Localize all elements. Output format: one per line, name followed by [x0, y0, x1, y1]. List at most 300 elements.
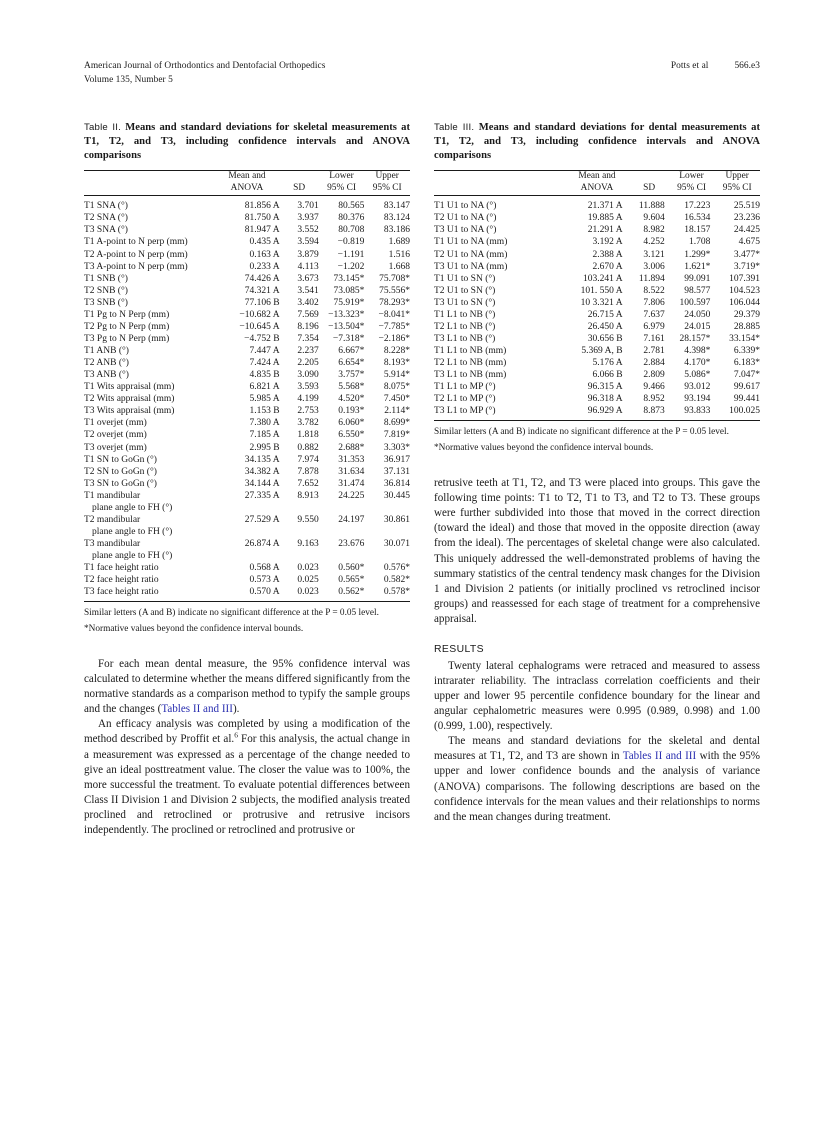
row-label: T1 L1 to NB (°) [434, 309, 496, 320]
row-sd: 2.884 [643, 358, 665, 369]
row-sd: 6.979 [643, 321, 665, 332]
row-sd: 7.354 [297, 333, 319, 344]
row-lower-ci: 0.562* [338, 587, 365, 598]
row-lower-ci: 24.197 [338, 514, 365, 525]
row-sd: 7.569 [297, 309, 319, 320]
row-label: T2 U1 to SN (°) [434, 285, 496, 296]
row-label: T2 Wits appraisal (mm) [84, 394, 175, 405]
row-upper-ci: 24.425 [733, 225, 760, 236]
row-upper-ci: 29.379 [733, 309, 760, 320]
row-upper-ci: 0.576* [383, 563, 410, 574]
table-row [84, 454, 410, 466]
row-mean-anova: 6.821 A [249, 382, 280, 393]
row-mean-anova: 26.715 A [587, 309, 623, 320]
row-lower-ci: 1.621* [684, 261, 711, 272]
table-row [434, 236, 760, 248]
empty-cell [280, 502, 319, 514]
row-sd: 0.023 [297, 563, 319, 574]
row-label: T1 ANB (°) [84, 346, 129, 357]
table-row [84, 236, 410, 248]
table-row [84, 297, 410, 309]
row-mean-anova: 81.750 A [244, 213, 280, 224]
table-row [84, 285, 410, 297]
empty-cell [364, 502, 410, 514]
row-upper-ci: 8.193* [383, 358, 410, 369]
row-upper-ci: 36.917 [383, 454, 410, 465]
table3-number: Table III. [434, 122, 475, 134]
row-upper-ci: 7.047* [733, 370, 760, 381]
row-label: T3 U1 to SN (°) [434, 297, 496, 308]
row-mean-anova: 81.947 A [244, 225, 280, 236]
table-row [434, 393, 760, 405]
row-sd: 9.550 [297, 514, 319, 525]
table3-footnote-letters: Similar letters (A and B) indicate no significant difference at the P = 0.05 level. [434, 427, 729, 438]
row-lower-ci: 6.654* [338, 358, 365, 369]
table-row [84, 574, 410, 586]
row-lower-ci: 28.157* [679, 333, 711, 344]
table-row [84, 417, 410, 429]
row-mean-anova: 96.318 A [587, 394, 623, 405]
table3-col-upper: Upper 95% CI [714, 171, 760, 195]
row-upper-ci: 8.228* [383, 346, 410, 357]
table-row [84, 442, 410, 454]
table2-footnotes [84, 601, 410, 635]
row-label: T1 SNA (°) [84, 195, 214, 212]
table3-head [434, 171, 760, 195]
row-mean-anova: 5.985 A [249, 394, 280, 405]
table-row [84, 333, 410, 345]
table-row [434, 345, 760, 357]
table-row [434, 381, 760, 393]
empty-cell [319, 502, 365, 514]
table-row [84, 490, 410, 502]
row-mean-anova: 96.929 A [587, 406, 623, 417]
row-upper-ci: 6.183* [733, 358, 760, 369]
table-row [84, 562, 410, 574]
row-mean-anova: −10.682 A [239, 309, 280, 320]
row-sd: 11.894 [638, 273, 665, 284]
table-row [84, 586, 410, 598]
row-upper-ci: 78.293* [379, 297, 410, 308]
row-sd: 3.594 [297, 237, 319, 248]
row-mean-anova: 7.424 A [249, 358, 280, 369]
row-sd: 7.878 [297, 466, 319, 477]
row-label: T2 L1 to NB (mm) [434, 358, 507, 369]
row-mean-anova: 96.315 A [587, 382, 623, 393]
table2-caption [84, 121, 410, 163]
row-lower-ci: 17.223 [669, 195, 715, 212]
row-sd: 8.196 [297, 321, 319, 332]
empty-cell [364, 550, 410, 562]
results-heading: RESULTS [434, 643, 484, 655]
empty-cell [364, 526, 410, 538]
row-sd: 3.937 [297, 213, 319, 224]
table-row [434, 212, 760, 224]
row-lower-ci: 0.193* [338, 406, 365, 417]
row-label: T1 face height ratio [84, 563, 159, 574]
row-label: T2 U1 to NA (°) [434, 213, 497, 224]
row-mean-anova: 21.291 A [587, 225, 623, 236]
row-mean-anova: 7.447 A [249, 346, 280, 357]
table2-footnote-letters: Similar letters (A and B) indicate no significant difference at the P = 0.05 level. [84, 608, 379, 619]
table-row [434, 224, 760, 236]
row-lower-ci: −7.318* [332, 333, 365, 344]
left-column [84, 121, 410, 838]
table-row [84, 195, 410, 212]
row-sd: 3.673 [297, 273, 319, 284]
row-sd: 4.252 [643, 237, 665, 248]
row-lower-ci: 93.012 [684, 382, 711, 393]
row-label: T2 SN to GoGn (°) [84, 466, 157, 477]
row-label: T1 U1 to NA (mm) [434, 237, 508, 248]
row-mean-anova: 0.163 A [249, 249, 280, 260]
row-mean-anova: 0.233 A [249, 261, 280, 272]
right-para-3: The means and standard deviations for the skeletal and dental measures at T1, T2, and T3 are shown in Tables II and III with the 95% upper and lower confidence bounds and the analysis of variance (ANOVA) comparisons. The following descriptions are based on the confidence intervals for the mean values and their relationships to norms and the mean changes during treatment. [434, 735, 760, 823]
row-upper-ci: 3.719* [733, 261, 760, 272]
table-row [84, 514, 410, 526]
row-mean-anova: 74.426 A [244, 273, 280, 284]
row-lower-ci: 75.919* [333, 297, 365, 308]
row-mean-anova: 21.371 A [564, 195, 629, 212]
row-sd: 7.637 [643, 309, 665, 320]
row-sd: 3.006 [643, 261, 665, 272]
table-row [434, 195, 760, 212]
row-label: T2 SNB (°) [84, 285, 128, 296]
row-sd: 3.593 [297, 382, 319, 393]
row-sd: 0.882 [297, 442, 319, 453]
row-lower-ci: 2.688* [338, 442, 365, 453]
row-upper-ci: 83.186 [383, 225, 410, 236]
table-row [84, 393, 410, 405]
journal-title: American Journal of Orthodontics and Dentofacial Orthopedics [84, 61, 326, 71]
tables-ii-iii-link-1[interactable]: Tables II and III [161, 703, 233, 716]
row-lower-ci: 80.708 [338, 225, 365, 236]
row-mean-anova: 3.192 A [592, 237, 623, 248]
row-lower-ci: 6.550* [338, 430, 365, 441]
row-mean-anova: 27.529 A [244, 514, 280, 525]
row-upper-ci: 107.391 [729, 273, 760, 284]
running-head-journal [84, 60, 325, 87]
table-row [84, 345, 410, 357]
row-lower-ci: 73.085* [333, 285, 365, 296]
table-row [84, 261, 410, 273]
table3-caption [434, 121, 760, 163]
row-label: T3 U1 to NA (°) [434, 225, 497, 236]
row-lower-ci: 16.534 [684, 213, 711, 224]
row-upper-ci: 6.339* [733, 346, 760, 357]
row-mean-anova: 7.185 A [249, 430, 280, 441]
row-label: T1 U1 to SN (°) [434, 273, 496, 284]
table3-col-label [434, 171, 564, 195]
row-lower-ci: 24.015 [684, 321, 711, 332]
row-mean-anova: 1.153 B [249, 406, 280, 417]
table2-col-mean: Mean and ANOVA [214, 171, 279, 195]
journal-volume: Volume 135, Number 5 [84, 74, 173, 85]
row-sd: 0.023 [297, 587, 319, 598]
table-row [434, 273, 760, 285]
table-row [84, 381, 410, 393]
table-row [84, 369, 410, 381]
table-row [84, 273, 410, 285]
row-upper-ci: 30.861 [383, 514, 410, 525]
row-mean-anova: 7.380 A [249, 418, 280, 429]
row-sd: 0.025 [297, 575, 319, 586]
row-sd: 8.522 [643, 285, 665, 296]
row-label: T3 face height ratio [84, 587, 159, 598]
row-sd: 1.818 [297, 430, 319, 441]
running-head-authors-page [671, 60, 760, 74]
row-mean-anova: 26.450 A [587, 321, 623, 332]
table2-col-sd: SD [280, 171, 319, 195]
row-lower-ci: 24.225 [338, 490, 365, 501]
row-upper-ci: 36.814 [383, 478, 410, 489]
row-label: T3 L1 to MP (°) [434, 406, 496, 417]
row-lower-ci: 1.299* [684, 249, 711, 260]
row-label: T2 SNA (°) [84, 213, 128, 224]
row-upper-ci: 5.914* [383, 370, 410, 381]
row-mean-anova: 34.135 A [244, 454, 280, 465]
row-upper-ci: 23.236 [733, 213, 760, 224]
row-mean-anova: 0.568 A [249, 563, 280, 574]
empty-cell [214, 502, 279, 514]
row-upper-ci: 99.441 [733, 394, 760, 405]
row-lower-ci: 0.565* [338, 575, 365, 586]
row-mean-anova: −10.645 A [239, 321, 280, 332]
row-upper-ci: 7.819* [383, 430, 410, 441]
row-upper-ci: 4.675 [738, 237, 760, 248]
row-lower-ci: 31.474 [338, 478, 365, 489]
row-mean-anova: 4.835 B [249, 370, 280, 381]
table2-header-row [84, 171, 410, 195]
row-mean-anova: 0.573 A [249, 575, 280, 586]
row-upper-ci: 100.025 [729, 406, 760, 417]
row-sd: 3.552 [297, 225, 319, 236]
row-lower-ci: 6.060* [338, 418, 365, 429]
row-sd: 8.873 [643, 406, 665, 417]
empty-cell [214, 550, 279, 562]
table2-number: Table II. [84, 122, 121, 134]
row-label: T2 Pg to N Perp (mm) [84, 321, 170, 332]
row-upper-ci: 1.516 [388, 249, 410, 260]
row-sd: 2.753 [297, 406, 319, 417]
row-sd: 11.888 [630, 195, 669, 212]
row-upper-ci: 0.582* [383, 575, 410, 586]
row-label: T3 U1 to NA (mm) [434, 261, 508, 272]
row-upper-ci: −8.041* [378, 309, 410, 320]
row-label: T2 L1 to MP (°) [434, 394, 496, 405]
row-label: T2 mandibular [84, 514, 141, 525]
row-label: T1 Pg to N Perp (mm) [84, 309, 170, 320]
table-row [84, 478, 410, 490]
table2-body [84, 195, 410, 598]
table2-head [84, 171, 410, 195]
row-label: T2 A-point to N perp (mm) [84, 249, 188, 260]
running-head [84, 60, 760, 87]
row-mean-anova: 34.382 A [244, 466, 280, 477]
row-lower-ci: 6.667* [338, 346, 365, 357]
page-number: 566.e3 [734, 61, 760, 71]
table-row [434, 261, 760, 273]
row-mean-anova: 27.335 A [244, 490, 280, 501]
row-sd: 8.952 [643, 394, 665, 405]
row-upper-ci: 30.071 [383, 539, 410, 550]
row-sd: 7.161 [643, 333, 665, 344]
table-row [84, 309, 410, 321]
row-label: T2 L1 to NB (°) [434, 321, 496, 332]
tables-ii-iii-link-2[interactable]: Tables II and III [622, 750, 697, 763]
row-label: T3 L1 to NB (°) [434, 333, 496, 344]
row-lower-ci: 3.757* [338, 370, 365, 381]
table3-footnotes [434, 420, 760, 454]
row-sd: 2.781 [643, 346, 665, 357]
table3-col-sd: SD [630, 171, 669, 195]
empty-cell [214, 526, 279, 538]
row-mean-anova: 10 3.321 A [580, 297, 623, 308]
row-label: T1 U1 to NA (°) [434, 195, 564, 212]
row-upper-ci: 7.450* [383, 394, 410, 405]
row-mean-anova: 2.388 A [592, 249, 623, 260]
row-lower-ci: 18.157 [684, 225, 711, 236]
table-row-continuation [84, 502, 410, 514]
row-sd: 2.237 [297, 346, 319, 357]
row-lower-ci: 0.560* [338, 563, 365, 574]
row-sd: 4.113 [297, 261, 319, 272]
row-lower-ci: 24.050 [684, 309, 711, 320]
table3-body [434, 195, 760, 417]
row-label: T2 U1 to NA (mm) [434, 249, 508, 260]
row-lower-ci: 4.170* [684, 358, 711, 369]
row-mean-anova: 77.106 B [244, 297, 280, 308]
table2-caption-text: Means and standard deviations for skeletal measurements at T1, T2, and T3, including confidence intervals and ANOVA comparisons [84, 122, 410, 162]
empty-cell [319, 550, 365, 562]
row-sd: 3.402 [297, 297, 319, 308]
row-lower-ci: 5.086* [684, 370, 711, 381]
row-mean-anova: 5.369 A, B [581, 346, 623, 357]
table-row [84, 405, 410, 417]
table2-col-lower: Lower 95% CI [319, 171, 365, 195]
row-label: T1 Wits appraisal (mm) [84, 382, 175, 393]
row-lower-ci: 31.353 [338, 454, 365, 465]
row-upper-ci: 1.668 [388, 261, 410, 272]
row-upper-ci: 8.075* [383, 382, 410, 393]
row-upper-ci: 0.578* [383, 587, 410, 598]
row-lower-ci: 4.398* [684, 346, 711, 357]
row-lower-ci: −1.202 [337, 261, 365, 272]
row-sd: 9.466 [643, 382, 665, 393]
table-row [434, 369, 760, 381]
table-row [84, 224, 410, 236]
row-sd: 3.121 [643, 249, 665, 260]
table2-footnote-asterisk: *Normative values beyond the confidence interval bounds. [84, 623, 304, 634]
table-row [84, 212, 410, 224]
row-lower-ci: 1.708 [688, 237, 711, 248]
row-label: T2 overjet (mm) [84, 430, 147, 441]
row-upper-ci: −2.186* [378, 333, 410, 344]
row-label: T2 ANB (°) [84, 358, 129, 369]
row-upper-ci: 8.699* [383, 418, 410, 429]
table3-col-lower: Lower 95% CI [669, 171, 715, 195]
table2-col-label [84, 171, 214, 195]
row-mean-anova: 0.435 A [249, 237, 280, 248]
row-upper-ci: 106.044 [729, 297, 760, 308]
row-lower-ci: 98.577 [684, 285, 711, 296]
row-label: T1 L1 to MP (°) [434, 382, 496, 393]
table-row [84, 321, 410, 333]
row-label: T1 mandibular [84, 490, 141, 501]
left-para-1: For each mean dental measure, the 95% confidence interval was calculated to determine whether the means differed significantly from the normative standards as a comparison method to typify the sample groups and the changes (Tables II and III). [84, 658, 411, 716]
row-lower-ci: 93.833 [684, 406, 711, 417]
table3-col-mean: Mean and ANOVA [564, 171, 629, 195]
row-label: T3 mandibular [84, 539, 141, 550]
table-row [434, 249, 760, 261]
row-mean-anova: 34.144 A [244, 478, 280, 489]
row-sd: 7.806 [643, 297, 665, 308]
table-row [84, 538, 410, 550]
citation-ref-6[interactable]: 6 [234, 730, 238, 740]
row-sd: 3.782 [297, 418, 319, 429]
row-upper-ci: 3.303* [383, 442, 410, 453]
row-mean-anova: 74.321 A [244, 285, 280, 296]
row-label-line2: plane angle to FH (°) [92, 502, 173, 513]
row-sd: 3.701 [280, 195, 319, 212]
row-sd: 2.205 [297, 358, 319, 369]
row-upper-ci: 75.708* [379, 273, 410, 284]
table-row [84, 249, 410, 261]
row-label: T3 Pg to N Perp (mm) [84, 333, 170, 344]
row-lower-ci: −13.323* [328, 309, 365, 320]
row-mean-anova: 2.995 B [249, 442, 280, 453]
table3-footnote-asterisk: *Normative values beyond the confidence interval bounds. [434, 442, 654, 453]
row-label-line2: plane angle to FH (°) [92, 551, 173, 562]
row-upper-ci: 30.445 [383, 490, 410, 501]
row-upper-ci: 2.114* [384, 406, 410, 417]
row-label: T3 SNB (°) [84, 297, 128, 308]
right-body-text [434, 476, 760, 825]
row-label: T3 overjet (mm) [84, 442, 147, 453]
row-lower-ci: 99.091 [684, 273, 711, 284]
row-upper-ci: 83.147 [364, 195, 410, 212]
table-row [434, 357, 760, 369]
left-body-text [84, 657, 410, 838]
row-mean-anova: 19.885 A [587, 213, 623, 224]
row-sd: 9.163 [297, 539, 319, 550]
row-sd: 7.652 [297, 478, 319, 489]
row-mean-anova: 5.176 A [592, 358, 623, 369]
row-upper-ci: 104.523 [729, 285, 760, 296]
table-row-continuation [84, 550, 410, 562]
row-label: T1 SN to GoGn (°) [84, 454, 157, 465]
row-label: T3 A-point to N perp (mm) [84, 261, 188, 272]
row-label: T1 L1 to NB (mm) [434, 346, 507, 357]
table-row [434, 297, 760, 309]
table3-caption-text: Means and standard deviations for dental measurements at T1, T2, and T3, including confidence intervals and ANOVA comparisons [434, 122, 761, 162]
table-row-continuation [84, 526, 410, 538]
row-upper-ci: 75.556* [379, 285, 410, 296]
row-lower-ci: 4.520* [338, 394, 365, 405]
row-upper-ci: 33.154* [729, 333, 760, 344]
row-lower-ci: 80.565 [319, 195, 365, 212]
row-sd: 4.199 [297, 394, 319, 405]
table-row [84, 429, 410, 441]
row-lower-ci: −13.504* [328, 321, 365, 332]
two-column-layout [84, 121, 760, 838]
row-sd: 8.913 [297, 490, 319, 501]
row-upper-ci: 25.519 [714, 195, 760, 212]
row-sd: 9.604 [643, 213, 665, 224]
row-upper-ci: 83.124 [383, 213, 410, 224]
row-lower-ci: 73.145* [333, 273, 365, 284]
row-upper-ci: 99.617 [733, 382, 760, 393]
